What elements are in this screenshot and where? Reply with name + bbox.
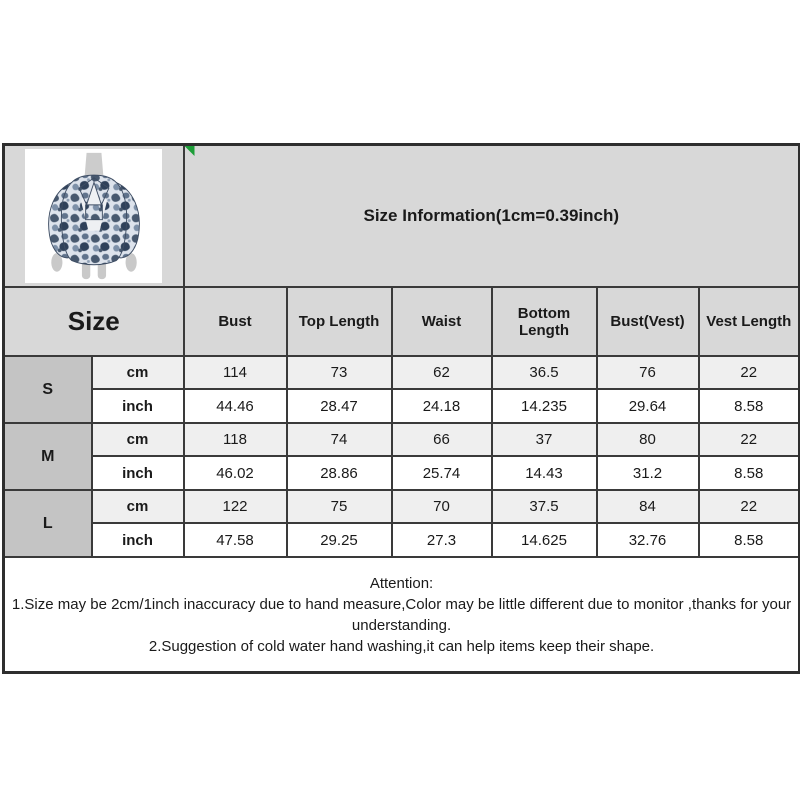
value-cell: 8.58	[699, 389, 800, 423]
size-table	[2, 143, 800, 674]
value-cell: 14.625	[492, 523, 597, 557]
unit-label: inch	[92, 523, 184, 557]
value-cell: 29.64	[597, 389, 699, 423]
size-label-l: L	[4, 490, 92, 557]
value-cell: 80	[597, 423, 699, 456]
size-label-m: M	[4, 423, 92, 490]
value-cell: 28.86	[287, 456, 392, 490]
size-information-sheet	[2, 143, 798, 674]
value-cell: 8.58	[699, 523, 800, 557]
title-cell	[184, 145, 800, 288]
attention-line-1: 1.Size may be 2cm/1inch inaccuracy due to hand measure,Color may be little different due to monitor ,thanks for your understanding.	[11, 595, 792, 634]
value-cell: 66	[392, 423, 492, 456]
size-label-s: S	[4, 356, 92, 423]
attention-note	[4, 557, 800, 673]
table-row	[4, 456, 800, 490]
product-photo-cell	[4, 145, 184, 288]
value-cell: 76	[597, 356, 699, 389]
table-row	[4, 490, 800, 523]
value-cell: 31.2	[597, 456, 699, 490]
value-cell: 27.3	[392, 523, 492, 557]
value-cell: 36.5	[492, 356, 597, 389]
size-information-title: Size Information(1cm=0.39inch)	[363, 206, 620, 225]
green-corner-flag-icon	[185, 146, 195, 156]
value-cell: 25.74	[392, 456, 492, 490]
value-cell: 14.235	[492, 389, 597, 423]
column-header-waist: Waist	[392, 287, 492, 356]
column-header-bust: Bust	[184, 287, 287, 356]
column-header-bust-vest: Bust(Vest)	[597, 287, 699, 356]
unit-label: inch	[92, 389, 184, 423]
table-row	[4, 423, 800, 456]
unit-label: cm	[92, 423, 184, 456]
value-cell: 73	[287, 356, 392, 389]
value-cell: 22	[699, 356, 800, 389]
value-cell: 46.02	[184, 456, 287, 490]
attention-line-2: 2.Suggestion of cold water hand washing,it can help items keep their shape.	[148, 637, 655, 655]
column-header-bottom-length: Bottom Length	[492, 287, 597, 356]
value-cell: 70	[392, 490, 492, 523]
column-header-top-length: Top Length	[287, 287, 392, 356]
value-cell: 114	[184, 356, 287, 389]
value-cell: 32.76	[597, 523, 699, 557]
value-cell: 62	[392, 356, 492, 389]
table-row	[4, 389, 800, 423]
value-cell: 14.43	[492, 456, 597, 490]
value-cell: 118	[184, 423, 287, 456]
unit-label: cm	[92, 490, 184, 523]
size-column-header: Size	[4, 287, 184, 356]
jacket-illustration	[29, 151, 159, 281]
value-cell: 29.25	[287, 523, 392, 557]
value-cell: 28.47	[287, 389, 392, 423]
unit-label: cm	[92, 356, 184, 389]
column-header-vest-length: Vest Length	[699, 287, 800, 356]
value-cell: 44.46	[184, 389, 287, 423]
value-cell: 37	[492, 423, 597, 456]
value-cell: 37.5	[492, 490, 597, 523]
unit-label: inch	[92, 456, 184, 490]
value-cell: 84	[597, 490, 699, 523]
value-cell: 8.58	[699, 456, 800, 490]
value-cell: 24.18	[392, 389, 492, 423]
value-cell: 22	[699, 423, 800, 456]
attention-label: Attention:	[369, 574, 434, 592]
value-cell: 75	[287, 490, 392, 523]
value-cell: 22	[699, 490, 800, 523]
table-row	[4, 356, 800, 389]
value-cell: 122	[184, 490, 287, 523]
product-photo	[25, 149, 162, 283]
value-cell: 47.58	[184, 523, 287, 557]
value-cell: 74	[287, 423, 392, 456]
table-row	[4, 523, 800, 557]
